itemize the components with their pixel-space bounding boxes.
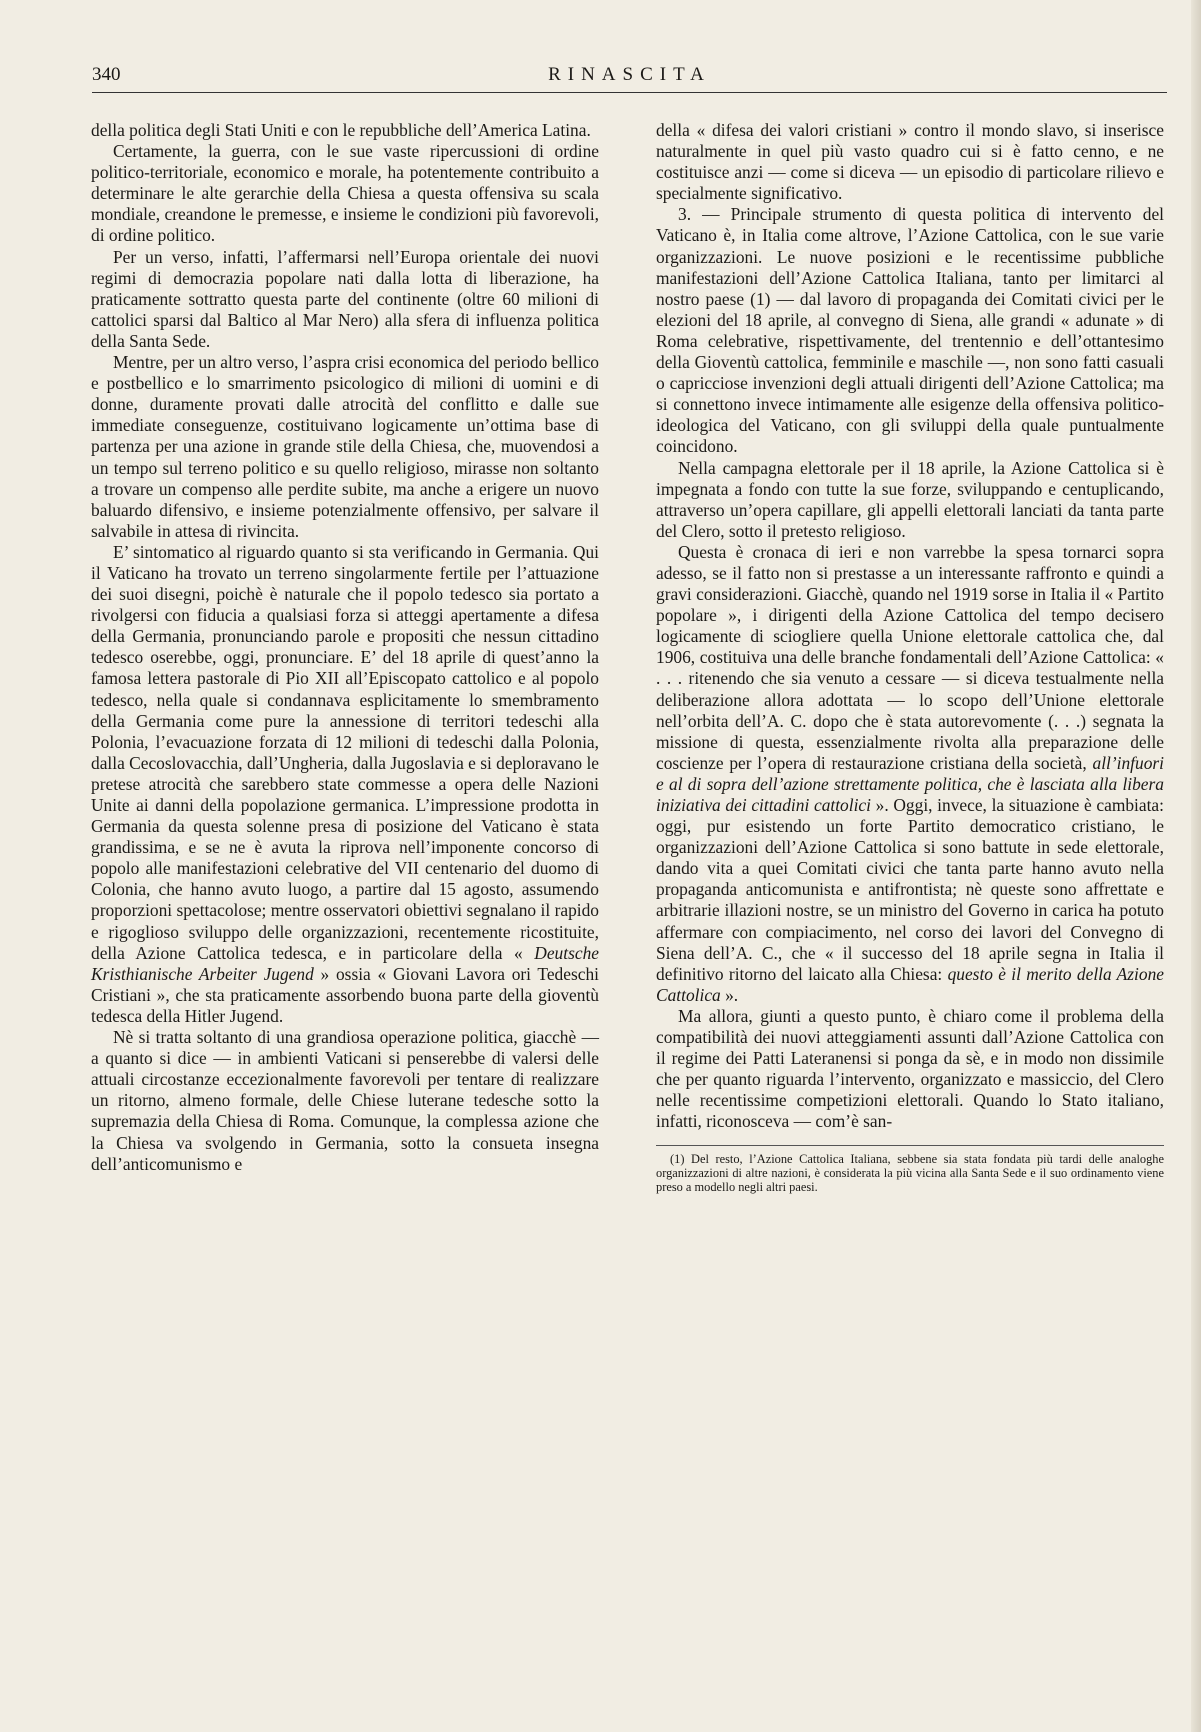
left-column — [91, 120, 599, 1175]
page-edge — [1191, 0, 1201, 1732]
page-number: 340 — [92, 64, 121, 85]
paragraph: Ma allora, giunti a questo punto, è chiaro come il problema della compatibilità dei nuovi atteggiamenti assunti dall’Azione Cattolica con il regime dei Patti Lateranensi si ponga da sè, e in modo non dissimile che per quanto riguarda l’intervento, organizzato e massiccio, del Clero nelle recentissime competizioni elettorali. Quando lo Stato italiano, infatti, riconosceva — com’è san- — [656, 1005, 1164, 1132]
paragraph-text: » ossia « Giovani Lavora ori Tedeschi Cristiani », che sta praticamente assorbendo buona parte della gioventù tedesca della Hitler Jugend. — [91, 963, 599, 1026]
page-header — [92, 60, 1167, 93]
paragraph-text: ». — [725, 984, 739, 1005]
journal-title: RINASCITA — [548, 64, 711, 85]
footnote: (1) Del resto, l’Azione Cattolica Italiana, sebbene sia stata fondata più tardi delle analoghe organizzazioni di altre nazioni, è considerata la più vicina alla Santa Sede e il suo ordinamento viene preso a modello negli altri paesi. — [656, 1151, 1164, 1195]
right-column — [656, 120, 1164, 1195]
paragraph: della « difesa dei valori cristiani » contro il mondo slavo, si inserisce naturalmente in quel più vasto quadro cui si è fatto cenno, e ne costituisce anzi — come si diceva — un episodio di particolare rilievo e specialmente significativo. — [656, 120, 1164, 204]
paragraph-text: Questa è cronaca di ieri e non varrebbe la spesa tornarci sopra adesso, se il fatto non si prestasse a un interessante raffronto e quindi a gravi considerazioni. Giacchè, quando nel 1919 sorse in Italia il « Partito popolare », i dirigenti della Azione Cattolica del tempo decisero logicamente di scioglierе quella Unione elettorale cattolica che, dal 1906, costituiva una delle branche fondamentali dell’Azione Cattolica: « . . . ritenendo che sia venuto a cessare — si diceva testualmente nella deliberazione allora adottata — lo scopo dell’Unione elettorale nell’orbita dell’A. C. dopo che è stata autorevomente (. . .) segnata la missione di questa, essenzialmente rivolta alla preparazione delle coscienze per l’opera di restaurazione cristiana della società, — [656, 541, 1164, 773]
quote-italic: all’infuori e al di sopra dell’azione strettamente politica, che è lasciata alla libera iniziativa dei cittadini cattolici — [656, 752, 1164, 815]
paragraph: Certamente, la guerra, con le sue vaste ripercussioni di ordine politico-territoriale, economico e morale, ha potentemente contribuito a determinare le alte gerarchie della Chiesa a questa offensiva su scala mondiale, creandone le premesse, e insieme le condizioni più favorevoli, di ordine politico. — [91, 141, 599, 246]
paragraph: Per un verso, infatti, l’affermarsi nell’Europa orientale dei nuovi regimi di democrazia popolare nati dalla lotta di liberazione, ha praticamente sottratto questa parte del continente (oltre 60 milioni di cattolici sparsi dal Baltico al Mar Nero) alla sfera di influenza politica della Santa Sede. — [91, 246, 599, 351]
paragraph — [656, 542, 1164, 1006]
quote-italic: questo è il merito della Azione Cattolica — [656, 963, 1164, 1005]
paragraph: della politica degli Stati Uniti e con le repubbliche dell’America Latina. — [91, 120, 591, 140]
organization-name: Deutsche Kristhianische Arbeiter Jugend — [91, 942, 599, 984]
paragraph — [91, 542, 599, 1027]
paragraph: 3. — Principale strumento di questa politica di intervento del Vaticano è, in Italia come altrove, l’Azione Cattolica, con le sue varie organizzazioni. Le nuove posizioni e le recentissime pubbliche manifestazioni dell’Azione Cattolica Italiana, tanto per limitarci al nostro paese (1) — dal lavoro di propaganda dei Comitati civici per le elezioni del 18 aprile, al convegno di Siena, alle grandi « adunate » di Roma celebrative, rispettivamente, del trentennio e dell’ottantesimo della Gioventù cattolica, femminile e maschile —, non sono fatti casuali o capricciose invenzioni degli attuali dirigenti dell’Azione Cattolica; ma si connettono invece intimamente alle esigenze della offensiva politico-ideologica del Vaticano, con gli sviluppi della quale puntualmente coincidono. — [656, 204, 1164, 457]
paragraph: Mentre, per un altro verso, l’aspra crisi economica del periodo bellico e postbellico e lo smarrimento psicologico di milioni di uomini e di donne, duramente provati dalle atrocità del conflitto e dalle sue immediate conseguenze, costituivano logicamente un’ottima base di partenza per una azione in grande stile della Chiesa, che, muovendosi a un tempo sul terreno politico e su quello religioso, mirasse non soltanto a trovare un compenso alle perdite subite, ma anche a erigere un nuovo baluardo difensivo, e insieme potenzialmente offensivo, per salvare il salvabile in attesa di rivincita. — [91, 352, 599, 541]
footnotes — [656, 1145, 1164, 1195]
paragraph: Nè si tratta soltanto di una grandiosa operazione politica, giacchè — a quanto si dice — in ambienti Vaticani si penserebbe di valersi delle attuali circostanze eccezionalmente favorevoli per tentare di realizzare un ritorno, almeno formale, delle Chiese luterane tedesche sotto la supremazia della Chiesa di Roma. Comunque, la complessa azione che la Chiesa va svolgendo in Germania, sotto la consueta insegna dell’anticomunismo e — [91, 1027, 599, 1174]
paragraph-text: E’ sintomatico al riguardo quanto si sta verificando in Germania. Qui il Vaticano ha trovato un terreno singolarmente fertile per l’attuazione dei suoi disegni, poichè è naturale che il popolo tedesco sia portato a rivolgersi con fiducia a qualsiasi forza si atteggi apertamente a difesa della Germania, pronunciando parole e propositi che nessun cittadino tedesco oserebbe, oggi, pronunciare. E’ del 18 aprile di quest’anno la famosa lettera pastorale di Pio XII all’Episcopato cattolico e al popolo tedesco, nella quale si condannava esplicitamente lo smembramento della Germania come pure la annessione di territori tedeschi alla Polonia, l’evacuazione forzata di 12 milioni di tedeschi dalla Polonia, dalla Cecoslovacchia, dall’Ungheria, dalla Jugoslavia e si deploravano le pretese atrocità che sarebbero state commesse a opera delle Nazioni Unite ai danni della popolazione germanica. L’impressione prodotta in Germania da questa solenne presa di posizione del Vaticano è stata grandissima, e se ne è avuta la riprova nell’imponente concorso di popolo alle manifestazioni celebrative del VII centenario del duomo di Colonia, che hanno avuto luogo, a partire dal 15 agosto, assumendo proporzioni spettacolose; mentre osservatori obiettivi segnalano il rapido e rigoglioso sviluppo delle organizzazioni, recentemente ricostituite, della Azione Cattolica tedesca, e in particolare della « — [91, 541, 600, 963]
paragraph-text: ». Oggi, invece, la situazione è cambiata: oggi, pur esistendo un forte Partito democratico cristiano, le organizzazioni dell’Azione Cattolica si sono battute in sede elettorale, dando vita a quei Comitati civici che tanta parte hanno avuto nella propaganda anticomunista e antifrontista; nè queste sono affrettate e arbitrarie illazioni nostre, se un ministro del Governo in carica ha potuto affermare con compiacimento, nel corso dei lavori del Convegno di Siena dell’A. C., che « il successo del 18 aprile segna in Italia il definitivo ritorno del laicato alla Chiesa: — [656, 795, 1164, 984]
paragraph: Nella campagna elettorale per il 18 aprile, la Azione Cattolica si è impegnata a fondo con tutte la sue forze, sviluppando e centuplicando, attraverso un’opera capillare, gli appelli elettorali lanciati da tanta parte del Clero, sotto il pretesto religioso. — [656, 457, 1164, 541]
